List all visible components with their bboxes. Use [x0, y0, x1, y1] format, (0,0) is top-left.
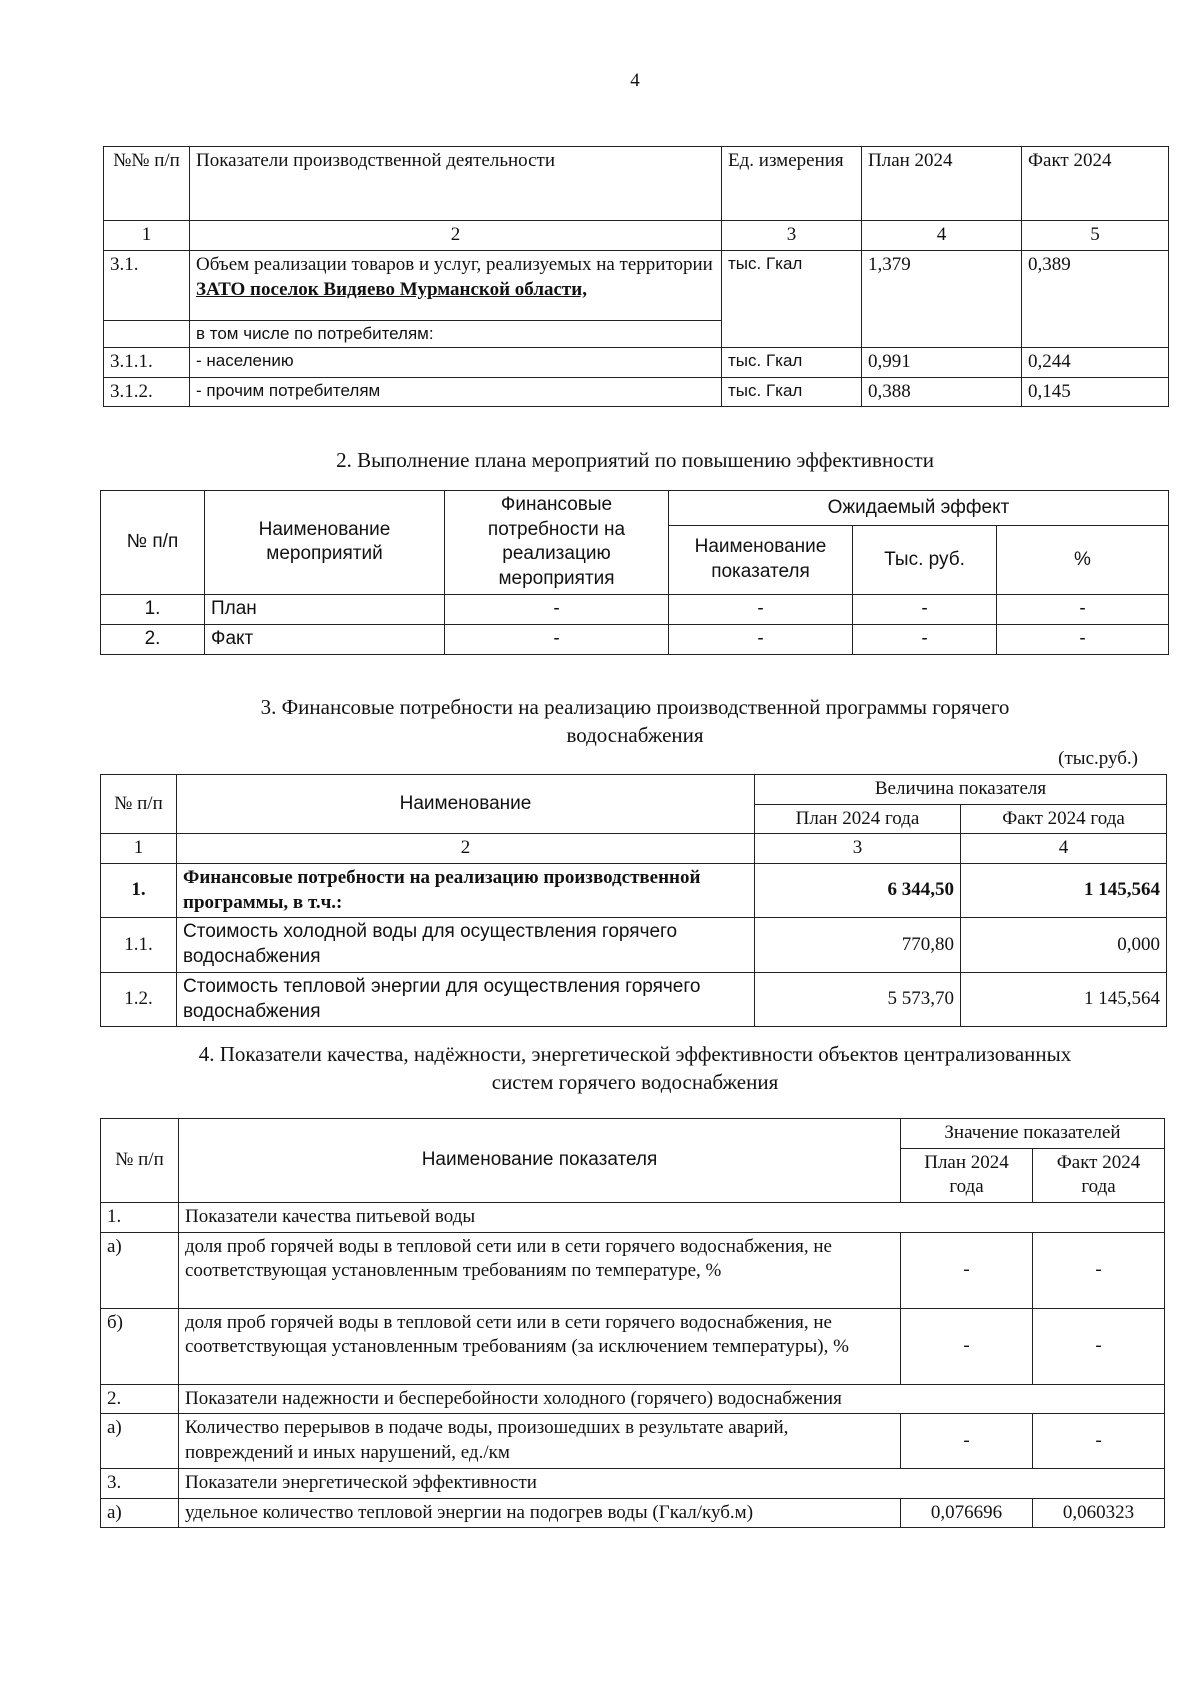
row-unit: тыс. Гкал: [722, 377, 862, 407]
page-number: 4: [630, 70, 640, 91]
row-fact: 0,244: [1022, 348, 1169, 378]
row-plan: 0,076696: [901, 1498, 1033, 1528]
header-percent: %: [997, 526, 1169, 594]
efficiency-plan-table: [100, 490, 1169, 655]
row-plan: 770,80: [755, 918, 961, 972]
row-name: План: [205, 594, 445, 624]
header-num: № п/п: [101, 491, 205, 595]
row-name: - населению: [190, 348, 722, 378]
row-num: 3.: [101, 1468, 179, 1498]
row-name: Финансовые потребности на реализацию производственной программы, в т.ч.:: [177, 864, 755, 918]
row-fact: 0,145: [1022, 377, 1169, 407]
unit-note: (тыс.руб.): [1058, 748, 1138, 769]
row-num: а): [101, 1498, 179, 1528]
header-effect: Ожидаемый эффект: [669, 491, 1169, 526]
row-unit: тыс. Гкал: [722, 251, 862, 348]
row-num: 1.1.: [101, 918, 177, 972]
row-num: 3.1.1.: [104, 348, 190, 378]
row-indicator: -: [669, 624, 853, 654]
row-num: а): [101, 1414, 179, 1468]
row-percent: -: [997, 624, 1169, 654]
row-thousand: -: [853, 594, 997, 624]
row-name: - прочим потребителям: [190, 377, 722, 407]
header-num: №№ п/п: [104, 147, 190, 221]
row-plan: 1,379: [862, 251, 1022, 348]
header-name: Наименование мероприятий: [205, 491, 445, 595]
header-thousand: Тыс. руб.: [853, 526, 997, 594]
col-number: 2: [190, 221, 722, 251]
row-fact: 1 145,564: [961, 972, 1167, 1026]
row-num: 1.: [101, 594, 205, 624]
header-fact: Факт 2024: [1022, 147, 1169, 221]
section4-title: 4. Показатели качества, надёжности, энергетической эффективности объектов централизованных систем горячего водоснабжения: [198, 1042, 1072, 1095]
row-fact: 0,060323: [1033, 1498, 1165, 1528]
quality-indicators-table: [100, 1118, 1165, 1528]
col-number: 5: [1022, 221, 1169, 251]
group-name: Показатели качества питьевой воды: [179, 1203, 1165, 1233]
col-number: 3: [755, 834, 961, 864]
col-number: 4: [862, 221, 1022, 251]
row-num: а): [101, 1232, 179, 1308]
row-fact: -: [1033, 1232, 1165, 1308]
header-indicator: Наименование показателя: [669, 526, 853, 594]
header-plan: План 2024: [862, 147, 1022, 221]
row-unit: тыс. Гкал: [722, 348, 862, 378]
row-indicator: -: [669, 594, 853, 624]
row-name: Стоимость тепловой энергии для осуществления горячего водоснабжения: [177, 972, 755, 1026]
header-value: Значение показателей: [901, 1119, 1165, 1149]
col-number: 2: [177, 834, 755, 864]
row-name: Объем реализации товаров и услуг, реализуемых на территории ЗАТО поселок Видяево Мурманской области,: [190, 251, 722, 321]
header-plan: План 2024 года: [901, 1148, 1033, 1202]
row-fact: 0,000: [961, 918, 1167, 972]
row-plan: 5 573,70: [755, 972, 961, 1026]
financial-needs-table: [100, 774, 1167, 1027]
row-num: б): [101, 1308, 179, 1384]
header-num: № п/п: [101, 775, 177, 834]
group-name: Показатели надежности и бесперебойности холодного (горячего) водоснабжения: [179, 1384, 1165, 1414]
header-name: Наименование: [177, 775, 755, 834]
row-plan: 6 344,50: [755, 864, 961, 918]
header-value: Величина показателя: [755, 775, 1167, 805]
header-fact: Факт 2024 года: [961, 804, 1167, 834]
row-name: Факт: [205, 624, 445, 654]
row-num: 1.2.: [101, 972, 177, 1026]
section3-title: 3. Финансовые потребности на реализацию производственной программы горячего водоснабжения: [260, 695, 1010, 748]
header-plan: План 2024 года: [755, 804, 961, 834]
header-finance: Финансовые потребности на реализацию мероприятия: [445, 491, 669, 595]
row-name: удельное количество тепловой энергии на подогрев воды (Гкал/куб.м): [179, 1498, 901, 1528]
row-finance: -: [445, 594, 669, 624]
row-fact: -: [1033, 1308, 1165, 1384]
row-plan: 0,388: [862, 377, 1022, 407]
header-num: № п/п: [101, 1119, 179, 1203]
header-fact: Факт 2024 года: [1033, 1148, 1165, 1202]
row-name: Стоимость холодной воды для осуществления горячего водоснабжения: [177, 918, 755, 972]
col-number: 1: [104, 221, 190, 251]
row-plan: -: [901, 1232, 1033, 1308]
row-num: 1.: [101, 1203, 179, 1233]
subheader: в том числе по потребителям:: [190, 321, 722, 348]
row-percent: -: [997, 594, 1169, 624]
row-num: 2.: [101, 1384, 179, 1414]
row-name: доля проб горячей воды в тепловой сети или в сети горячего водоснабжения, не соответствующая установленным требованиям по температуре, %: [179, 1232, 901, 1308]
row-name: доля проб горячей воды в тепловой сети или в сети горячего водоснабжения, не соответствующая установленным требованиям (за исключением температуры), %: [179, 1308, 901, 1384]
header-indicators: Показатели производственной деятельности: [190, 147, 722, 221]
row-fact: 1 145,564: [961, 864, 1167, 918]
row-num: 2.: [101, 624, 205, 654]
section2-title: 2. Выполнение плана мероприятий по повышению эффективности: [336, 448, 934, 472]
row-plan: 0,991: [862, 348, 1022, 378]
row-thousand: -: [853, 624, 997, 654]
row-finance: -: [445, 624, 669, 654]
row-plan: -: [901, 1308, 1033, 1384]
col-number: 1: [101, 834, 177, 864]
col-number: 4: [961, 834, 1167, 864]
row-num: 3.1.2.: [104, 377, 190, 407]
header-unit: Ед. измерения: [722, 147, 862, 221]
row-num: 1.: [101, 864, 177, 918]
row-name: Количество перерывов в подаче воды, произошедших в результате аварий, повреждений и иных нарушений, ед./км: [179, 1414, 901, 1468]
row-num: 3.1.: [104, 251, 190, 321]
row-fact: -: [1033, 1414, 1165, 1468]
header-name: Наименование показателя: [179, 1119, 901, 1203]
col-number: 3: [722, 221, 862, 251]
production-activity-table: [103, 146, 1169, 407]
row-fact: 0,389: [1022, 251, 1169, 348]
row-plan: -: [901, 1414, 1033, 1468]
group-name: Показатели энергетической эффективности: [179, 1468, 1165, 1498]
